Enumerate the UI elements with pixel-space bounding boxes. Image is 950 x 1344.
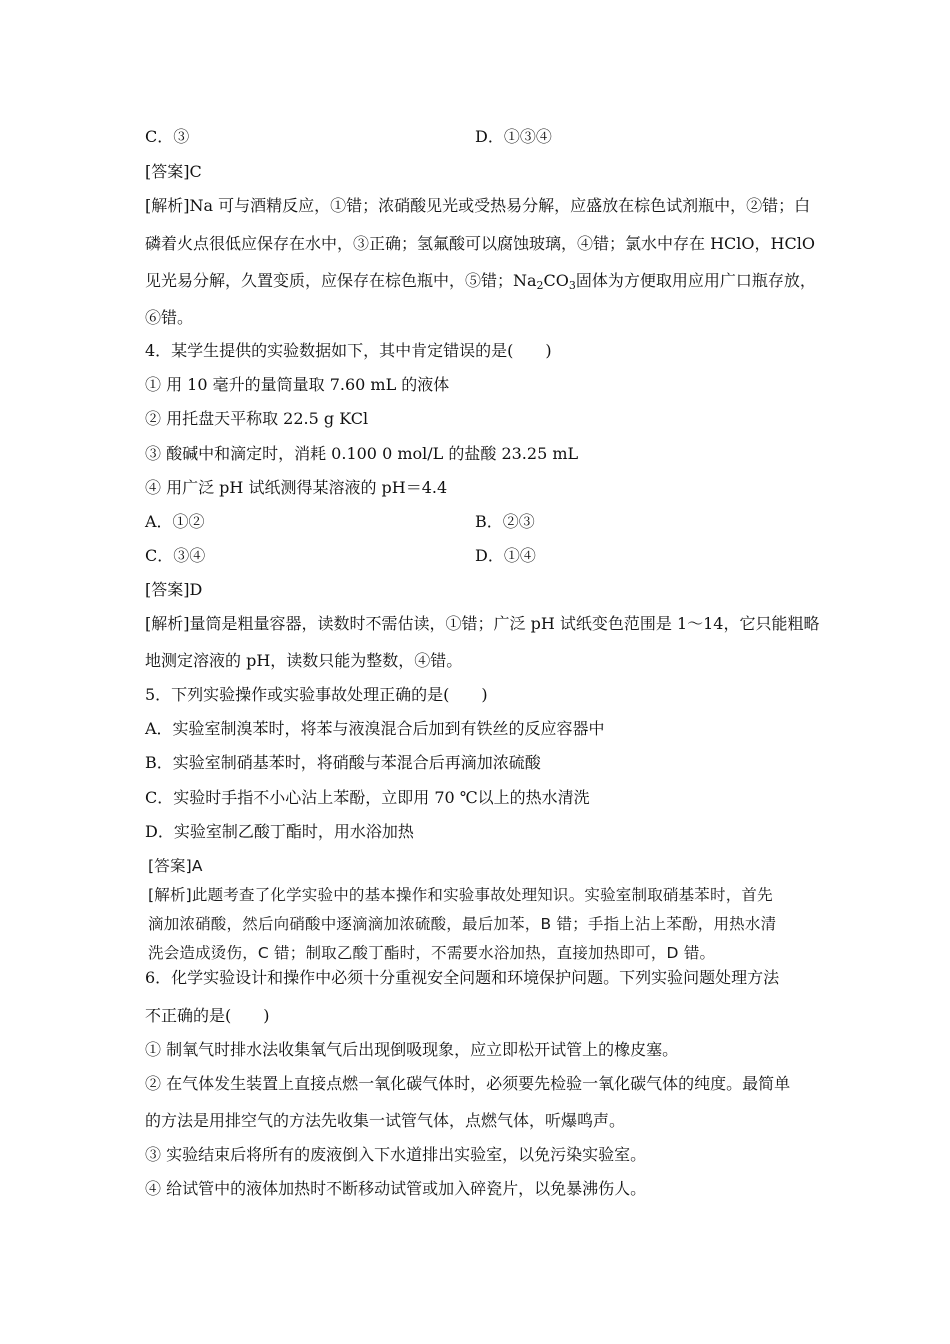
q3-option-c: C．③ [145, 127, 190, 146]
q5-explanation-line-3: 洗会造成烫伤，C 错；制取乙酸丁酯时，不需要水浴加热，直接加热即可，D 错。 [148, 944, 716, 962]
q4-item-3: ③ 酸碱中和滴定时，消耗 0.100 0 mol/L 的盐酸 23.25 mL [145, 444, 579, 463]
q4-option-d: D．①④ [475, 546, 536, 565]
q3-explanation-line-1: [解析]Na 可与酒精反应，①错；浓硝酸见光或受热易分解，应盛放在棕色试剂瓶中，②错；白 [145, 196, 811, 215]
q3-answer: [答案]C [145, 162, 202, 181]
q3-options-row [145, 127, 552, 147]
q6-stem-line-2: 不正确的是( ) [145, 1006, 270, 1025]
q5-explanation-line-2: 滴加浓硝酸，然后向硝酸中逐滴滴加浓硫酸，最后加苯，B 错；手指上沾上苯酚，用热水清 [148, 915, 777, 933]
subscript: 2 [536, 279, 544, 292]
q5-answer: [答案]A [148, 857, 203, 875]
q4-explanation-line-2: 地测定溶液的 pH，读数只能为整数，④错。 [145, 651, 463, 670]
q5-option-a: A．实验室制溴苯时，将苯与液溴混合后加到有铁丝的反应容器中 [145, 719, 605, 738]
q5-explanation-line-1: [解析]此题考查了化学实验中的基本操作和实验事故处理知识。实验室制取硝基苯时，首先 [148, 886, 773, 904]
q6-item-1: ① 制氧气时排水法收集氧气后出现倒吸现象，应立即松开试管上的橡皮塞。 [145, 1040, 679, 1059]
q4-item-4: ④ 用广泛 pH 试纸测得某溶液的 pH＝4.4 [145, 478, 448, 497]
q6-item-3: ③ 实验结束后将所有的废液倒入下水道排出实验室，以免污染实验室。 [145, 1145, 647, 1164]
q4-item-1: ① 用 10 毫升的量筒量取 7.60 mL 的液体 [145, 375, 450, 394]
q4-option-c: C．③④ [145, 546, 206, 565]
q6-item-2-line-2: 的方法是用排空气的方法先收集一试管气体，点燃气体，听爆鸣声。 [145, 1111, 626, 1130]
q3-explanation-line-3 [145, 271, 816, 291]
q4-stem: 4．某学生提供的实验数据如下，其中肯定错误的是( ) [145, 341, 552, 360]
q5-stem: 5．下列实验操作或实验事故处理正确的是( ) [145, 685, 488, 704]
q3-option-d: D．①③④ [475, 127, 552, 146]
q4-options-row-1 [145, 512, 535, 532]
q5-answer-explanation-image [148, 852, 820, 968]
q6-item-4: ④ 给试管中的液体加热时不断移动试管或加入碎瓷片，以免暴沸伤人。 [145, 1179, 647, 1198]
subscript: 3 [568, 279, 576, 292]
q4-explanation-line-1: [解析]量筒是粗量容器，读数时不需估读，①错；广泛 pH 试纸变色范围是 1～14，它只能粗略 [145, 614, 820, 633]
q4-item-2: ② 用托盘天平称取 22.5 g KCl [145, 409, 369, 428]
q5-option-b: B．实验室制硝基苯时，将硝酸与苯混合后再滴加浓硫酸 [145, 753, 541, 772]
q3-explanation-text: 固体为方便取用应用广口瓶存放， [575, 271, 816, 290]
q3-explanation-text: 见光易分解，久置变质，应保存在棕色瓶中，⑤错；Na [145, 271, 537, 290]
q4-option-a: A．①② [145, 512, 205, 531]
q4-options-row-2 [145, 546, 536, 566]
q5-option-d: D．实验室制乙酸丁酯时，用水浴加热 [145, 822, 414, 841]
q6-item-2-line-1: ② 在气体发生装置上直接点燃一氧化碳气体时，必须要先检验一氧化碳气体的纯度。最简单 [145, 1074, 791, 1093]
q3-explanation-line-4: ⑥错。 [145, 308, 194, 327]
q4-answer: [答案]D [145, 580, 203, 599]
q6-stem-line-1: 6．化学实验设计和操作中必须十分重视安全问题和环境保护问题。下列实验问题处理方法 [145, 968, 780, 987]
q4-option-b: B．②③ [475, 512, 535, 531]
q3-explanation-text: CO [543, 271, 569, 290]
q3-explanation-line-2: 磷着火点很低应保存在水中，③正确；氢氟酸可以腐蚀玻璃，④错；氯水中存在 HClO，HClO [145, 234, 815, 253]
q5-option-c: C．实验时手指不小心沾上苯酚，立即用 70 ℃以上的热水清洗 [145, 788, 590, 807]
